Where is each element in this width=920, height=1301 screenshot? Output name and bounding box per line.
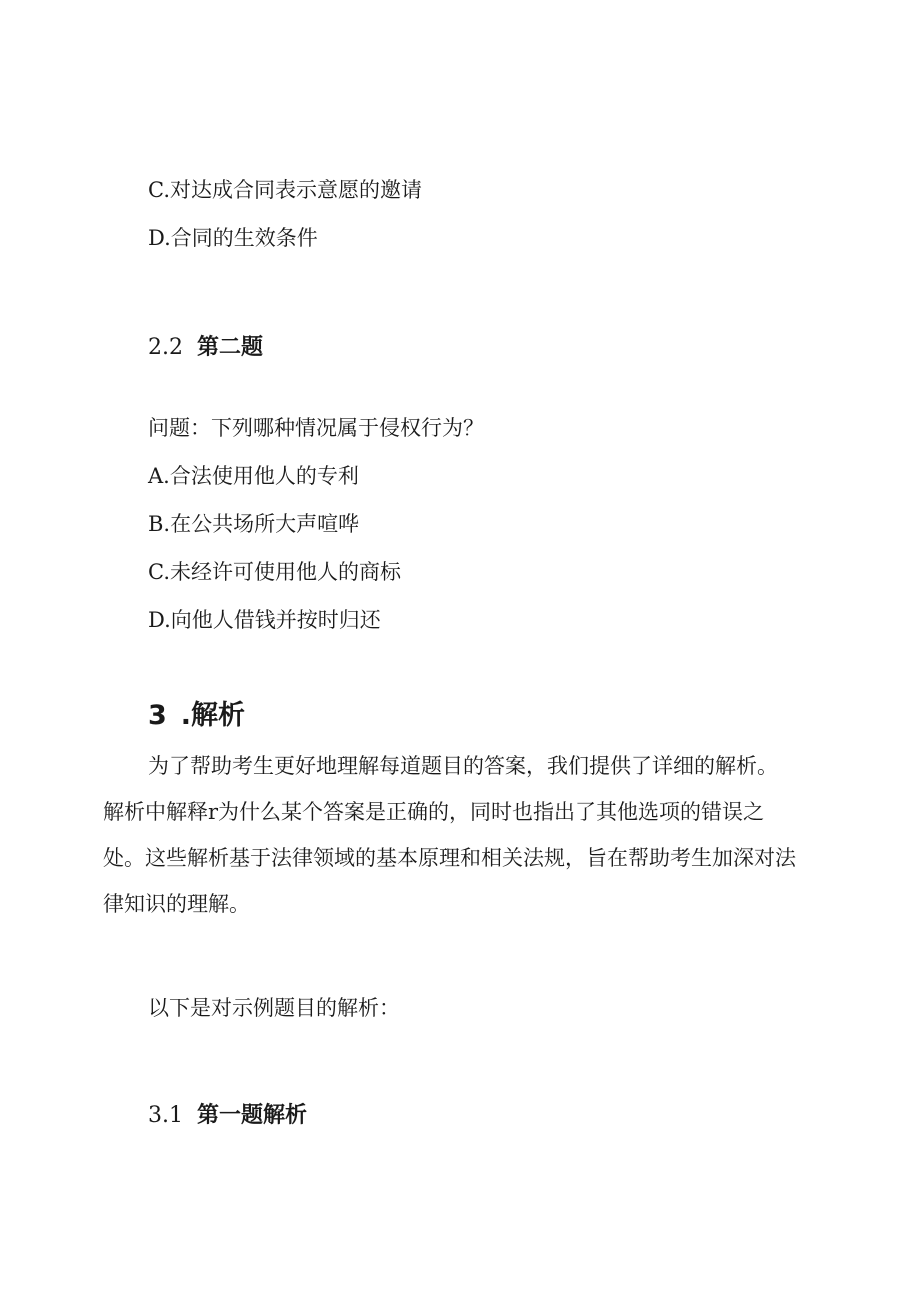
paragraph-line: 解析中解释r为什么某个答案是正确的，同时也指出了其他选项的错误之	[103, 800, 765, 824]
section-number: 3	[148, 700, 167, 731]
q2-option-b: B.在公共场所大声喧哗	[148, 512, 360, 536]
section-title: .解析	[180, 700, 246, 731]
analysis-intro: 以下是对示例题目的解析：	[148, 996, 400, 1020]
paragraph-line: 处。这些解析基于法律领域的基本原理和相关法规，旨在帮助考生加深对法	[103, 846, 796, 870]
section-heading-2-2	[148, 333, 263, 363]
section-heading-3-1	[148, 1101, 307, 1131]
analysis-paragraph	[103, 743, 823, 927]
section-title: 第二题	[197, 335, 264, 360]
q1-option-c: C.对达成合同表示意愿的邀请	[148, 178, 422, 202]
section-title: 第一题解析	[197, 1103, 308, 1128]
q2-option-c: C.未经许可使用他人的商标	[148, 560, 401, 584]
q1-option-d: D.合同的生效条件	[148, 226, 318, 250]
q2-question: 问题：下列哪种情况属于侵权行为？	[148, 416, 484, 440]
section-number: 3.1	[148, 1103, 183, 1128]
q2-option-d: D.向他人借钱并按时归还	[148, 608, 381, 632]
q2-option-a: A.合法使用他人的专利	[148, 464, 359, 488]
section-heading-3	[148, 698, 245, 734]
paragraph-line: 为了帮助考生更好地理解每道题目的答案，我们提供了详细的解析。	[148, 754, 778, 778]
paragraph-line: 律知识的理解。	[103, 892, 250, 916]
section-number: 2.2	[148, 335, 183, 360]
